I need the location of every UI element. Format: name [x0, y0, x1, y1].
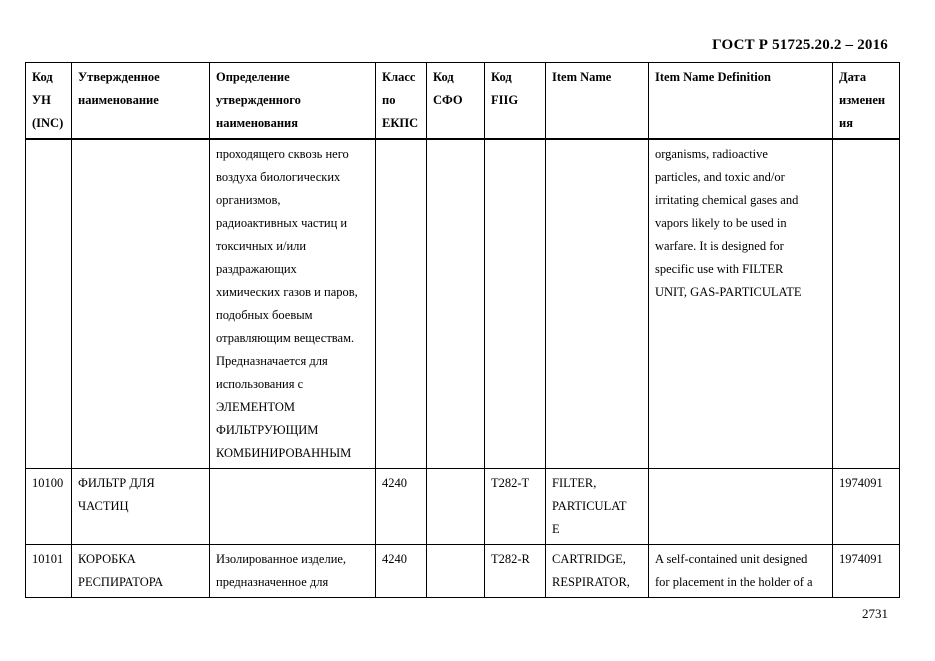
col-header-sfo: Код СФО: [427, 63, 485, 140]
cell-definition-en: organisms, radioactive particles, and toxic and/or irritating chemical gases and vapors likely to be used in warfare. It is designed for specific use with FILTER UNIT, GAS-PARTICULATE: [649, 139, 833, 469]
col-header-class: Класс по ЕКПС: [376, 63, 427, 140]
cell-definition-en: [649, 469, 833, 545]
table-row: [26, 139, 900, 469]
cell-item-name: [546, 139, 649, 469]
col-header-item-name: Item Name: [546, 63, 649, 140]
cell-fiig: T282-T: [485, 469, 546, 545]
cell-sfo: [427, 469, 485, 545]
col-header-approved-name: Утвержденное наименование: [72, 63, 210, 140]
cell-sfo: [427, 545, 485, 598]
cell-inc: [26, 139, 72, 469]
cell-fiig: [485, 139, 546, 469]
cell-definition-ru: Изолированное изделие, предназначенное для: [210, 545, 376, 598]
cell-inc: 10100: [26, 469, 72, 545]
cell-class: 4240: [376, 545, 427, 598]
cell-change-date: [833, 139, 900, 469]
cell-definition-ru: проходящего сквозь него воздуха биологических организмов, радиоактивных частиц и токсичных и/или раздражающих химических газов и паров, подобных боевым отравляющим веществам. Предназначается для использования с ЭЛЕМЕНТОМ ФИЛЬТРУЮЩИМ КОМБИНИРОВАННЫМ: [210, 139, 376, 469]
col-header-change-date: Дата изменен ия: [833, 63, 900, 140]
cell-class: [376, 139, 427, 469]
cell-approved-name: [72, 139, 210, 469]
cell-inc: 10101: [26, 545, 72, 598]
cell-change-date: 1974091: [833, 545, 900, 598]
col-header-fiig: Код FIIG: [485, 63, 546, 140]
cell-fiig: T282-R: [485, 545, 546, 598]
cell-class: 4240: [376, 469, 427, 545]
page-number: 2731: [862, 606, 888, 621]
classification-table: [25, 62, 900, 598]
table-row: [26, 469, 900, 545]
cell-change-date: 1974091: [833, 469, 900, 545]
table-row: [26, 545, 900, 598]
document-standard-header: ГОСТ Р 51725.20.2 – 2016: [712, 37, 888, 53]
col-header-item-name-definition: Item Name Definition: [649, 63, 833, 140]
cell-sfo: [427, 139, 485, 469]
col-header-inc: Код УН (INC): [26, 63, 72, 140]
cell-definition-en: A self-contained unit designed for placement in the holder of a: [649, 545, 833, 598]
cell-definition-ru: [210, 469, 376, 545]
cell-approved-name: КОРОБКА РЕСПИРАТОРА: [72, 545, 210, 598]
cell-approved-name: ФИЛЬТР ДЛЯ ЧАСТИЦ: [72, 469, 210, 545]
cell-item-name: CARTRIDGE, RESPIRATOR,: [546, 545, 649, 598]
col-header-definition-ru: Определение утвержденного наименования: [210, 63, 376, 140]
cell-item-name: FILTER, PARTICULAT E: [546, 469, 649, 545]
table-header-row: [26, 63, 900, 140]
